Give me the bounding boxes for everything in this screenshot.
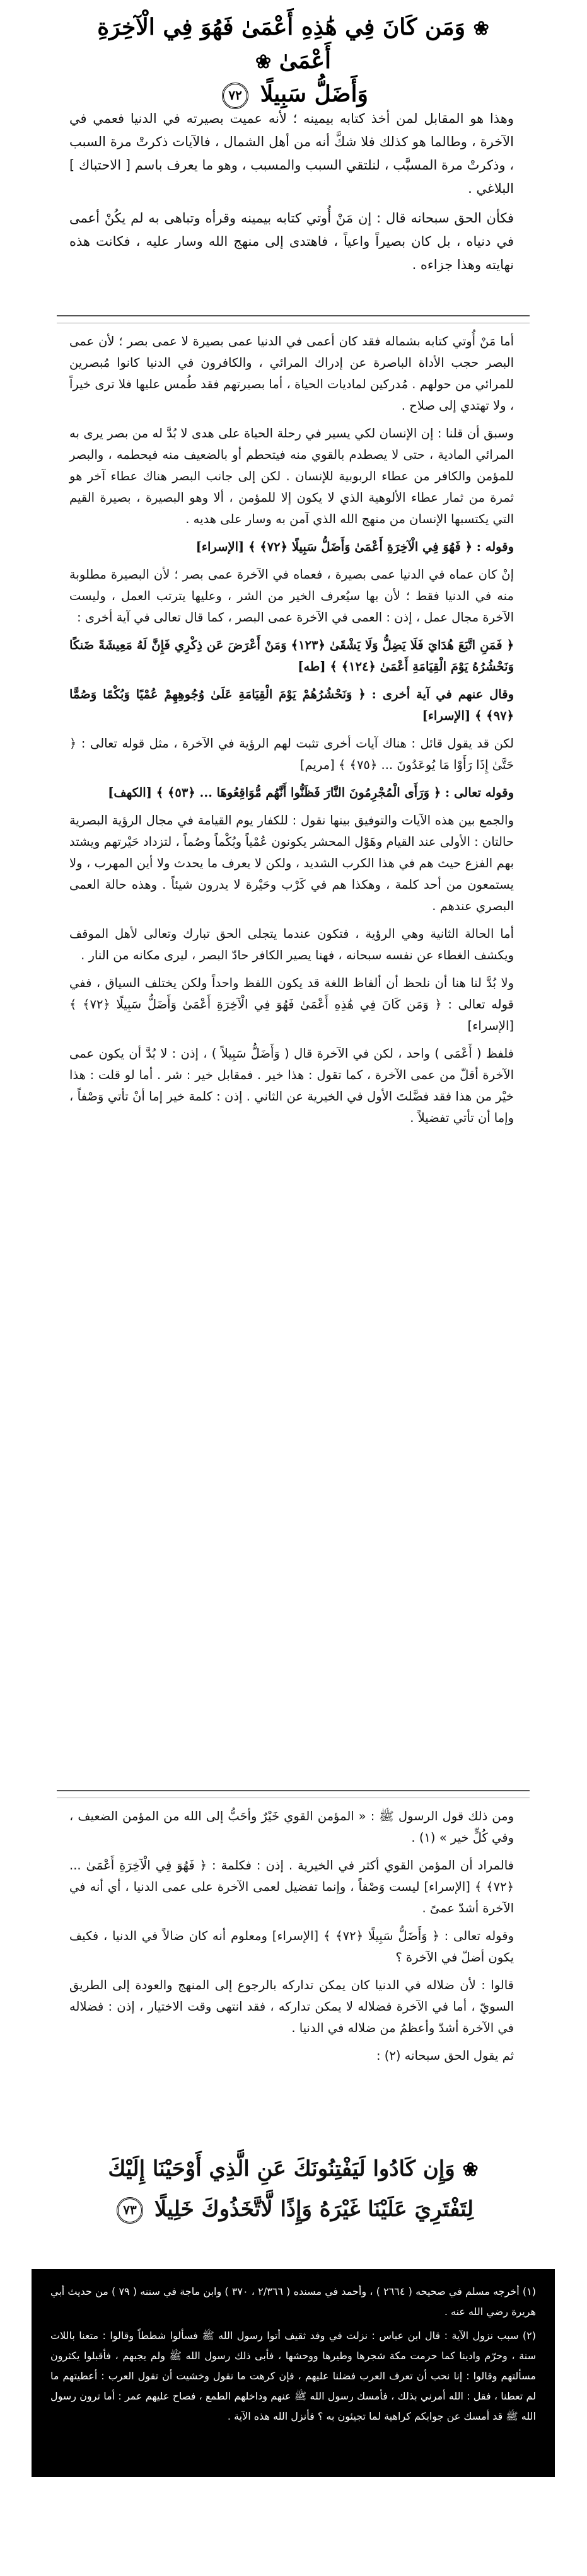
paragraph: وقوله تعالى : ﴿ وَأَضَلُّ سَبِيلًا ﴿٧٢﴾ ﴾ [الإسراء] ومعلوم أنه كان ضالاً في الدنيا ، فكيف يكون أضلّ في الآخرة ؟ — [69, 1929, 514, 1965]
footnote: (٢) سبب نزول الآية : قال ابن عباس : نزلت في وفد ثقيف أتوا رسول الله ﷺ فسألوا شططاً وقالوا : متعنا باللات سنة ، وحرّم وادينا كما حرمت مكة شجرها وطيرها ووحشها ، فأبى ذلك رسول الله ﷺ ولم يجبهم ، فأقبلوا يكثرون مسألتهم وقالوا : إنا نحب أن تعرف العرب فضلنا عليهم ، فإن كرهت ما نقول وخشيت أن تقول العرب : أعطيتهم ما لم تعطنا ، فقل : الله أمرني بذلك ، فأمسك رسول الله ﷺ عنهم وداخلهم الطمع ، فصاح عليهم عمر : أما ترون رسول الله ﷺ قد أمسك عن جوابكم كراهية لما تجيئون به ؟ فأنزل الله هذه الآية . — [50, 2330, 536, 2422]
paragraph: لكن قد يقول قائل : هناك آيات أخرى تثبت لهم الرؤية في الآخرة ، مثل قوله تعالى : ﴿ حَتَّىٰ إِذَا رَأَوْا مَا يُوعَدُونَ ... ﴿٧٥﴾ ﴾ [مريم] — [69, 736, 514, 772]
footnote: (١) أخرجه مسلم في صحيحه ( ٢٦٦٤ ) ، وأحمد في مسنده ( ٢/٣٦٦ ، ٣٧٠ ) وابن ماجة في سننه ( ٧٩ ) من حديث أبي هريرة رضي الله عنه . — [50, 2285, 537, 2318]
verse-number-badge: ٧٢ — [222, 83, 248, 109]
hadith-paragraph: ومن ذلك قول الرسول ﷺ : « المؤمن القوي خَيْرٌ وأحَبُّ إلى الله من المؤمن الضعيف ، وفي كُلٍّ خير » (١) . — [69, 1809, 514, 1845]
header-verse-line1: وَمَن كَانَ فِي هَٰذِهِ أَعْمَىٰ فَهُوَ فِي الْآخِرَةِ أَعْمَىٰ — [97, 14, 466, 74]
quran-quote: وقوله تعالى : ﴿ وَرَأَى الْمُجْرِمُونَ النَّارَ فَظَنُّوا أَنَّهُم مُّوَاقِعُوهَا ... ﴿٥٣﴾ ﴾ [الكهف] — [108, 785, 514, 800]
paragraph: ولا بُدَّ لنا هنا أن نلحظ أن ألفاظ اللغة قد يكون اللفظ واحداً ولكن يختلف السياق ، ففي قوله تعالى : ﴿ وَمَن كَانَ فِي هَٰذِهِ أَعْمَىٰ فَهُوَ فِي الْآخِرَةِ أَعْمَىٰ وَأَضَلُّ سَبِيلًا ﴿٧٢﴾ ﴾ [الإسراء] — [69, 976, 514, 1033]
section-divider — [57, 315, 530, 323]
quran-quote: وقال عنهم في آية أخرى : ﴿ وَنَحْشُرُهُمْ يَوْمَ الْقِيَامَةِ عَلَىٰ وُجُوهِهِمْ عُمْيًا وَبُكْمًا وَصُمًّا ﴿٩٧﴾ ﴾ [الإسراء] — [69, 687, 514, 723]
paragraph: فلفظ ( أَعْمَى ) واحد ، لكن في الآخرة قال ( وَأَضَلُّ سَبِيلاً ) ، إذن : لا بُدَّ أن يكون عمى الآخرة أقلّ من عمى الآخرة ، كما تقول : هذا خير . فمقابل خير : شر . أما لو قلت : هذا خيْر من هذا فقد فضَّلتَ الأول في الخيرية عن الثاني . إذن : كلمة خير إما أنْ تأتي وَصْفاً ، وإما أن تأتي تفضيلاً . — [69, 1046, 514, 1125]
ornament-icon: ❀ — [255, 51, 272, 73]
ornament-icon: ❀ — [462, 2159, 479, 2181]
footer-verse-line1: وَإِن كَادُوا لَيَفْتِنُونَكَ عَنِ الَّذِي أَوْحَيْنَا إِلَيْكَ — [108, 2156, 455, 2181]
section-divider — [57, 1790, 530, 1798]
verse-number-badge: ٧٣ — [117, 2197, 143, 2224]
footer-verse — [85, 2149, 501, 2229]
paragraph: قالوا : لأن ضلاله في الدنيا كان يمكن تداركه بالرجوع إلى المنهج والعودة إلى الطريق السويّ ، أما في الآخرة فضلاله لا يمكن تداركه ، فقد انتهى وقت الاختيار ، إذن : فضلاله في الآخرة أشدّ وأعظمُ من ضلاله في الدنيا . — [69, 1978, 514, 2035]
quran-quote: ﴿ فَمَنِ اتَّبَعَ هُدَايَ فَلَا يَضِلُّ وَلَا يَشْقَىٰ ﴿١٢٣﴾ وَمَنْ أَعْرَضَ عَن ذِكْرِي فَإِنَّ لَهُ مَعِيشَةً ضَنكًا وَنَحْشُرُهُ يَوْمَ الْقِيَامَةِ أَعْمَىٰ ﴿١٢٤﴾ ﴾ [طه] — [69, 638, 514, 674]
header-verse-line2: وَأَضَلُّ سَبِيلًا — [260, 81, 368, 107]
quran-quote: وقوله : ﴿ فَهُوَ فِي الْآخِرَةِ أَعْمَىٰ وَأَضَلُّ سَبِيلًا ﴿٧٢﴾ ﴾ [الإسراء] — [195, 540, 514, 554]
ornament-icon: ❀ — [473, 18, 489, 40]
paragraph: ثم يقول الحق سبحانه (٢) : — [376, 2048, 514, 2063]
paragraph: وسبق أن قلنا : إن الإنسان لكي يسير في رحلة الحياة على هدى لا بُدَّ له من بصر يرى به المرائي المادية ، حتى لا يصطدم بالقوي منه فيتحطم أو بالضعيف منه فيحطمه ، والبصر للمؤمن والكافر من عطاء الربوبية للإنسان . لكن إلى جانب البصر هناك عطاء آخر هو ثمرة من ثمار عطاء الألوهية الذي لا يكون إلا للمؤمن ، ألا وهو البصيرة ، بصيرة القيم التي يكتسبها الإنسان من منهج الله الذي آمن به وسار على هديه . — [69, 426, 514, 526]
footer-verse-line2: لِتَفْتَرِيَ عَلَيْنَا غَيْرَهُ وَإِذًا لَّاتَّخَذُوكَ خَلِيلًا — [154, 2197, 474, 2222]
footnotes-box — [32, 2269, 555, 2477]
paragraph: أما الحالة الثانية وهي الرؤية ، فتكون عندما يتجلى الحق تبارك وتعالى لأهل الموقف ويكشف الغطاء عن نفسه سبحانه ، فهنا يصير الكافر حادّ البصر ، ليرى مكانه من النار . — [69, 927, 514, 962]
commentary-block-1 — [69, 107, 514, 283]
commentary-block-2 — [69, 331, 514, 1135]
paragraph: فالمراد أن المؤمن القوي أكثر في الخيرية . إذن : فكلمة : ﴿ فَهُوَ فِي الْآخِرَةِ أَعْمَىٰ ... ﴿٧٢﴾ ﴾ [الإسراء] ليست وَصْفاً ، وإنما تفضيل لعمى الآخرة على عمى الدنيا ، أي أنه في الآخرة أشدّ عمىً . — [69, 1858, 514, 1915]
paragraph: وهذا هو المقابل لمن أخذ كتابه بيمينه ؛ لأنه عميت بصيرته في الدنيا فعمي في الآخرة ، وطالما هو كذلك فلا شكَّ أنه من أهل الشمال ، فالآيات ذكرتْ مرة السبب ، وذكرتْ مرة المسبَّب ، لنلتقي السبب والمسبب ، وهو ما يعرف باسم [ الاحتباك ] البلاغي . — [69, 111, 514, 196]
paragraph: إنْ كان عماه في الدنيا عمى بصيرة ، فعماه في الآخرة عمى بصر ؛ لأن البصيرة مطلوبة منه في الدنيا فقط ؛ لأن بها سيُعرف الخير من الشر ، وعليها يترتب العمل ، وليست الآخرة مجال عمل ، إذن : العمى في الآخرة عمى البصر ، كما قال تعالى في آية أخرى : — [69, 567, 514, 625]
header-verse — [95, 11, 492, 110]
commentary-block-3 — [69, 1806, 514, 2073]
paragraph: أما مَنْ أُوتي كتابه بشماله فقد كان أعمى في الدنيا عمى بصيرة لا عمى بصر ؛ لأن عمى البصر حجب الأداة الباصرة عن إدراك المرائي ، والكافرون في الدنيا كانوا مُبصرين للمرائي من حولهم . مُدركين لماديات الحياة ، أما بصيرتهم فقد طُمس عليها فلا ترى خيراً ، ولا تهتدي إلى صلاح . — [69, 334, 514, 413]
paragraph: فكأن الحق سبحانه قال : إن مَنْ أُوتي كتابه بيمينه وقرأه وتباهى به لم يكُنْ أعمى في دنياه ، بل كان بصيراً واعياً ، فاهتدى إلى منهج الله وسار عليه ، فكانت هذه نهايته وهذا جزاءه . — [69, 211, 514, 272]
paragraph: والجمع بين هذه الآيات والتوفيق بينها نقول : للكفار يوم القيامة في مجال الرؤية البصرية حالتان : الأولى عند القيام وهَوْل المحشر يكونون عُمْياً وبُكْماً وصُماً ، لتزداد حَيْرتهم ويشتد بهم الفزع حيث هم في هذا الكرب الشديد ، ولكن لا يعرف ما يحدث ولا أين المهرب ، ولا يستمعون من أحد كلمة ، وهكذا هم في كَرْب وحَيْرة لا يدرون شيئاً . وهذه حالة العمى البصري عندهم . — [69, 813, 514, 913]
